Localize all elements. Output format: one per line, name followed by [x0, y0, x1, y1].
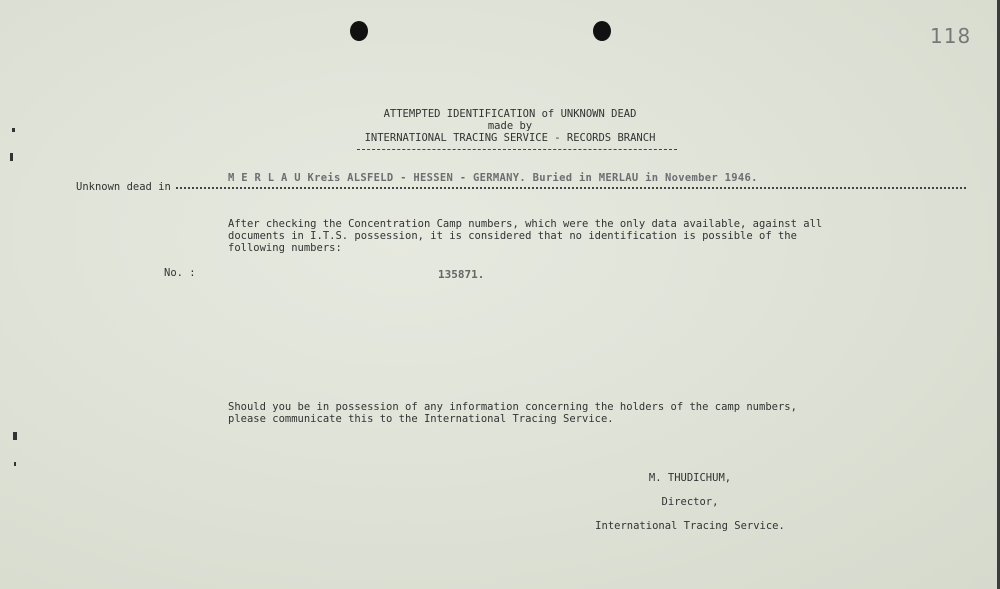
location-entry: M E R L A U Kreis ALSFELD - HESSEN - GERMANY. Buried in MERLAU in November 1946. — [228, 172, 758, 184]
signatory-name: M. THUDICHUM, — [648, 472, 732, 484]
signatory-organization: International Tracing Service. — [595, 520, 785, 532]
header-title: ATTEMPTED IDENTIFICATION of UNKNOWN DEAD — [383, 108, 637, 120]
closing-paragraph: Should you be in possession of any information concerning the holders of the camp numbers, please communicate this to the International Tracing Service. — [228, 401, 797, 425]
signatory-title: Director, — [661, 496, 719, 508]
signature-block — [590, 460, 790, 544]
margin-mark — [13, 432, 17, 440]
punch-hole-left — [350, 21, 368, 41]
margin-mark — [14, 462, 16, 466]
document-header — [320, 108, 700, 144]
page-number: 118 — [930, 24, 972, 48]
margin-mark — [12, 128, 15, 132]
dotted-fill-line — [176, 187, 966, 189]
header-subtitle: made by — [487, 120, 533, 132]
camp-number: 135871. — [438, 268, 485, 281]
header-organization: INTERNATIONAL TRACING SERVICE - RECORDS BRANCH — [364, 132, 656, 144]
number-label: No. : — [164, 267, 196, 279]
punch-hole-right — [593, 21, 611, 41]
unknown-dead-label: Unknown dead in — [76, 181, 171, 193]
margin-mark — [10, 153, 13, 161]
body-paragraph: After checking the Concentration Camp numbers, which were the only data available, against all documents in I.T.S. possession, it is considered that no identification is possible of the following numbers: — [228, 218, 823, 254]
header-rule — [357, 149, 677, 150]
